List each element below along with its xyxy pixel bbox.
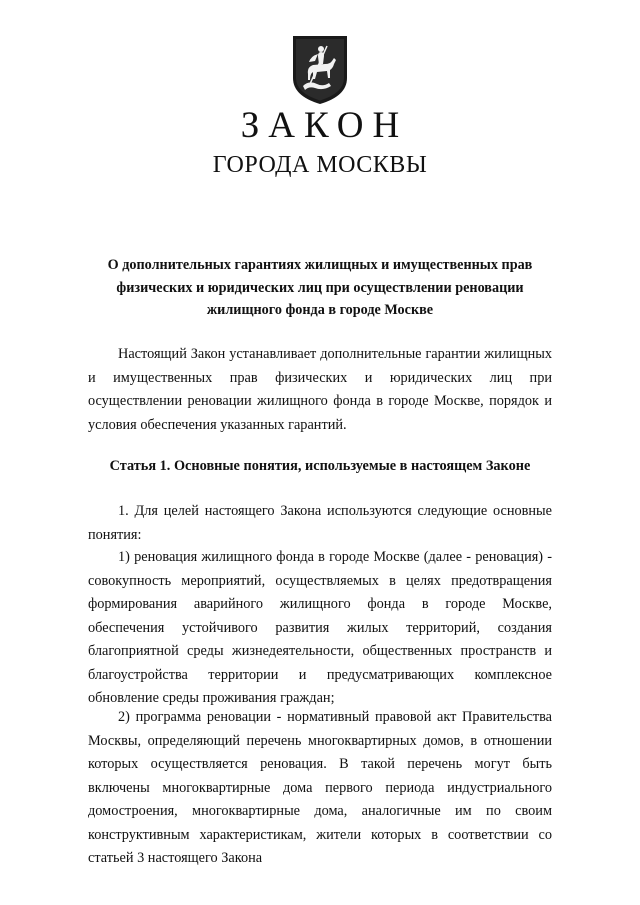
article-1-heading: Статья 1. Основные понятия, используемые в настоящем Законе	[109, 458, 531, 474]
law-title: ЗАКОН	[240, 105, 409, 146]
document-heading: О дополнительных гарантиях жилищных и имущественных прав физических и юридических лиц при осуществлении реновации жилищного фонда в городе Москве	[107, 257, 533, 318]
law-subtitle: ГОРОДА МОСКВЫ	[212, 152, 428, 178]
preamble-paragraph: Настоящий Закон устанавливает дополнительные гарантии жилищных и имущественных прав физических и юридических лиц при осуществлении реновации жилищного фонда в городе Москве, порядок и условия обеспечения указанных гарантий.	[88, 346, 552, 433]
article-1-paragraph-1: 1. Для целей настоящего Закона используются следующие основные понятия:	[88, 503, 552, 543]
article-1-item-2: 2) программа реновации - нормативный правовой акт Правительства Москвы, определяющий перечень многоквартирных домов, в отношении которых осуществляется реновация. В такой перечень могут быть включены многоквартирные дома первого периода индустриального домостроения, многоквартирные дома, аналогичные им по своим конструктивным характеристикам, жители которых в соответствии со статьей 3 настоящего Закона	[88, 709, 552, 866]
moscow-coat-of-arms-icon	[291, 34, 349, 106]
article-1-item-1: 1) реновация жилищного фонда в городе Москве (далее - реновация) - совокупность мероприятий, осуществляемых в целях предотвращения формирования аварийного жилищного фонда в городе Москве, обеспечения устойчивого развития жилых территорий, создания благоприятной среды жизнедеятельности, общественных пространств и благоустройства территории и предусматривающих комплексное обновление среды проживания граждан;	[88, 549, 552, 706]
